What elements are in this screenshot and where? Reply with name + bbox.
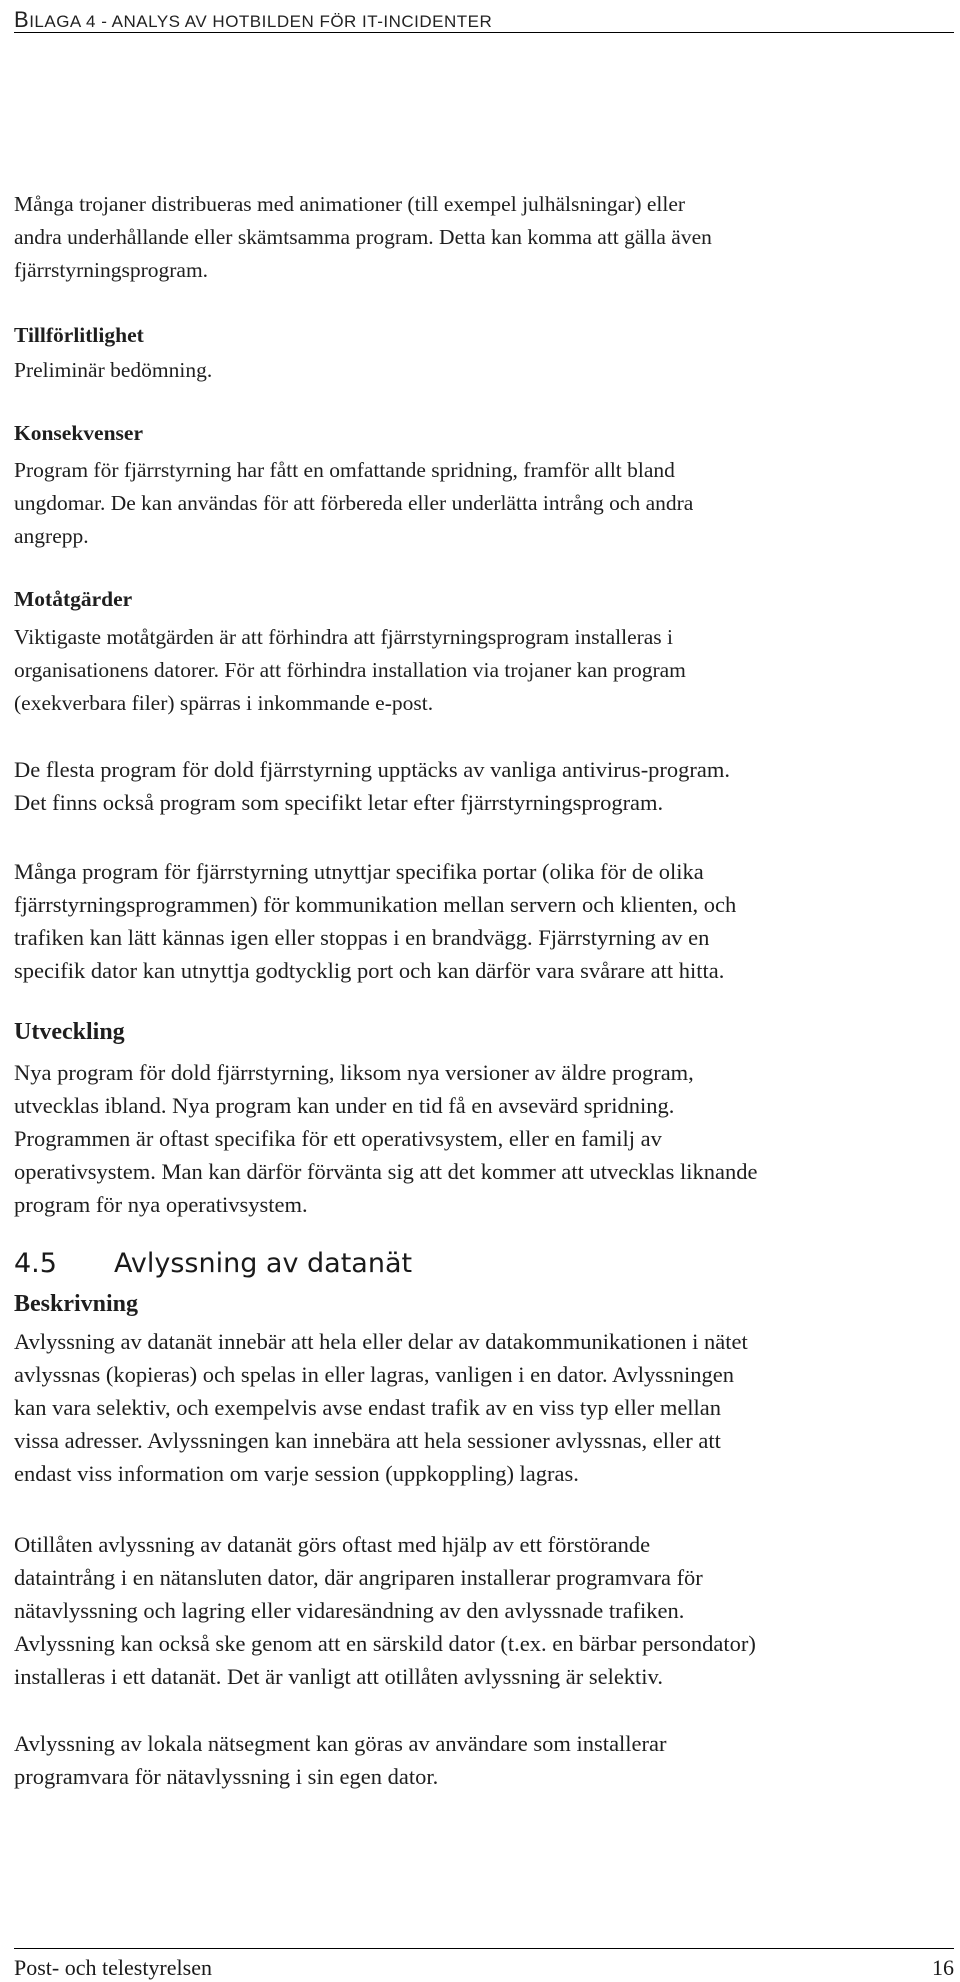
text-line: dataintrång i en nätansluten dator, där angriparen installerar programvara för	[14, 1565, 703, 1590]
text-line: Otillåten avlyssning av datanät görs oftast med hjälp av ett förstörande	[14, 1532, 651, 1557]
countermeasures-heading: Motåtgärder	[14, 587, 133, 611]
text-line: organisationens datorer. För att förhindra installation via trojaner kan program	[14, 658, 686, 682]
text-line: specifik dator kan utnyttja godtycklig port och kan därför vara svårare att hitta.	[14, 958, 725, 983]
text-line: kan vara selektiv, och exempelvis avse endast trafik av en viss typ eller mellan	[14, 1395, 722, 1420]
text-line: De flesta program för dold fjärrstyrning upptäcks av vanliga antivirus-program.	[14, 757, 731, 782]
local-paragraph	[14, 1727, 667, 1793]
text-line: fjärrstyrningsprogram.	[14, 258, 209, 282]
text-line: operativsystem. Man kan därför förvänta sig att det kommer att utvecklas liknande	[14, 1159, 758, 1184]
footer-publisher: Post- och telestyrelsen	[14, 1955, 212, 1980]
text-line: Programmen är oftast specifika för ett operativsystem, eller en familj av	[14, 1126, 662, 1151]
text-line: trafiken kan lätt kännas igen eller stoppas i en brandvägg. Fjärrstyrning av en	[14, 925, 710, 950]
text-line: Avlyssning av lokala nätsegment kan göras av användare som installerar	[14, 1731, 667, 1756]
reliability-heading: Tillförlitlighet	[14, 323, 144, 347]
section-title: Avlyssning av datanät	[114, 1248, 413, 1279]
header-title: BILAGA 4 - ANALYS AV HOTBILDEN FÖR IT-INCIDENTER	[14, 7, 493, 32]
description-heading: Beskrivning	[14, 1291, 139, 1317]
text-line: nätavlyssning och lagring eller vidaresändning av den avlyssnade trafiken.	[14, 1598, 685, 1623]
text-line: Det finns också program som specifikt letar efter fjärrstyrningsprogram.	[14, 790, 664, 815]
page-footer	[14, 1948, 954, 1982]
detection-paragraph	[14, 753, 730, 819]
ports-paragraph	[14, 855, 736, 987]
development-heading: Utveckling	[14, 1019, 125, 1045]
text-line: Nya program för dold fjärrstyrning, liksom nya versioner av äldre program,	[14, 1060, 694, 1085]
text-line: program för nya operativsystem.	[14, 1192, 308, 1217]
text-line: Avlyssning kan också ske genom att en särskild dator (t.ex. en bärbar persondator)	[14, 1631, 756, 1656]
text-line: Avlyssning av datanät innebär att hela eller delar av datakommunikationen i nätet	[14, 1329, 748, 1354]
section-heading	[14, 1248, 412, 1279]
description-paragraph	[14, 1325, 748, 1490]
text-line: ungdomar. De kan användas för att förbereda eller underlätta intrång och andra	[14, 491, 694, 515]
text-line: installeras i ett datanät. Det är vanligt att otillåten avlyssning är selektiv.	[14, 1664, 663, 1689]
page-header	[14, 2, 954, 33]
countermeasures-paragraph	[14, 621, 686, 720]
consequences-heading: Konsekvenser	[14, 421, 143, 445]
reliability-paragraph	[14, 354, 212, 387]
intro-paragraph	[14, 188, 712, 287]
text-line: Preliminär bedömning.	[14, 358, 213, 382]
text-line: (exekverbara filer) spärras i inkommande e-post.	[14, 691, 434, 715]
text-line: avlyssnas (kopieras) och spelas in eller lagras, vanligen i en dator. Avlyssningen	[14, 1362, 735, 1387]
section-number: 4.5	[14, 1248, 57, 1279]
unauthorized-paragraph	[14, 1528, 756, 1693]
development-paragraph	[14, 1056, 758, 1221]
text-line: vissa adresser. Avlyssningen kan innebära att hela sessioner avlyssnas, eller att	[14, 1428, 721, 1453]
text-line: fjärrstyrningsprogrammen) för kommunikation mellan servern och klienten, och	[14, 892, 737, 917]
page-number: 16	[932, 1955, 954, 1980]
consequences-paragraph	[14, 454, 693, 553]
text-line: Program för fjärrstyrning har fått en omfattande spridning, framför allt bland	[14, 458, 675, 482]
text-line: andra underhållande eller skämtsamma program. Detta kan komma att gälla även	[14, 225, 712, 249]
text-line: Viktigaste motåtgärden är att förhindra att fjärrstyrningsprogram installeras i	[14, 625, 674, 649]
text-line: programvara för nätavlyssning i sin egen dator.	[14, 1764, 439, 1789]
text-line: endast viss information om varje session (uppkoppling) lagras.	[14, 1461, 579, 1486]
text-line: utvecklas ibland. Nya program kan under en tid få en avsevärd spridning.	[14, 1093, 675, 1118]
text-line: angrepp.	[14, 524, 89, 548]
text-line: Många trojaner distribueras med animationer (till exempel julhälsningar) eller	[14, 192, 686, 216]
text-line: Många program för fjärrstyrning utnyttjar specifika portar (olika för de olika	[14, 859, 704, 884]
